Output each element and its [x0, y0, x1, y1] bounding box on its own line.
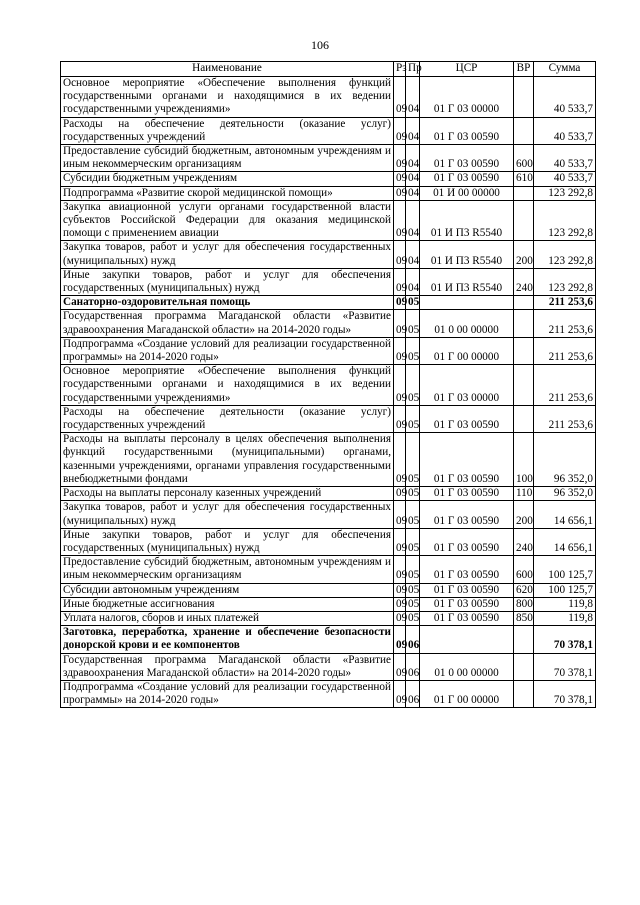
row-vr-cell: 850 [514, 611, 534, 625]
row-name-cell: Подпрограмма «Развитие скорой медицинской помощи» [61, 186, 394, 200]
row-pr-cell: 05 [406, 365, 420, 406]
row-name-cell: Государственная программа Магаданской области «Развитие здравоохранения Магаданской области» на 2014-2020 годы» [61, 310, 394, 337]
row-csr-cell: 01 Г 03 00590 [420, 597, 514, 611]
row-pr-cell: 06 [406, 680, 420, 707]
row-sum-cell: 123 292,8 [534, 268, 596, 295]
row-sum-cell: 211 253,6 [534, 296, 596, 310]
table-row [61, 680, 596, 707]
row-pr-cell: 05 [406, 337, 420, 364]
row-vr-cell: 240 [514, 528, 534, 555]
row-vr-cell: 610 [514, 172, 534, 186]
row-pr-cell: 05 [406, 433, 420, 487]
row-sum-cell: 123 292,8 [534, 200, 596, 241]
header-sum: Сумма [534, 62, 596, 77]
row-name-cell: Субсидии бюджетным учреждениям [61, 172, 394, 186]
row-vr-cell [514, 77, 534, 118]
row-vr-cell [514, 310, 534, 337]
row-csr-cell [420, 626, 514, 653]
row-pr-cell: 04 [406, 186, 420, 200]
row-sum-cell: 40 533,7 [534, 117, 596, 144]
row-vr-cell [514, 365, 534, 406]
table-row [61, 337, 596, 364]
row-sum-cell: 40 533,7 [534, 77, 596, 118]
row-sum-cell: 123 292,8 [534, 241, 596, 268]
header-name: Наименование [61, 62, 394, 77]
row-vr-cell [514, 296, 534, 310]
table-body [61, 77, 596, 708]
row-sum-cell: 14 656,1 [534, 528, 596, 555]
row-vr-cell: 200 [514, 501, 534, 528]
row-csr-cell: 01 Г 03 00590 [420, 487, 514, 501]
row-rz-cell: 09 [394, 556, 406, 583]
row-csr-cell: 01 И П3 R5540 [420, 268, 514, 295]
table-row [61, 626, 596, 653]
table-row [61, 433, 596, 487]
table-row [61, 296, 596, 310]
row-name-cell: Предоставление субсидий бюджетным, автономным учреждениям и иным некоммерческим организациям [61, 556, 394, 583]
row-rz-cell: 09 [394, 117, 406, 144]
row-pr-cell: 05 [406, 583, 420, 597]
row-pr-cell: 05 [406, 611, 420, 625]
table-row [61, 200, 596, 241]
row-pr-cell: 04 [406, 145, 420, 172]
row-rz-cell: 09 [394, 145, 406, 172]
row-sum-cell: 40 533,7 [534, 172, 596, 186]
row-sum-cell: 40 533,7 [534, 145, 596, 172]
row-sum-cell: 70 378,1 [534, 653, 596, 680]
row-name-cell: Расходы на обеспечение деятельности (оказание услуг) государственных учреждений [61, 405, 394, 432]
row-csr-cell: 01 Г 03 00590 [420, 501, 514, 528]
row-rz-cell: 09 [394, 653, 406, 680]
row-vr-cell: 600 [514, 556, 534, 583]
row-name-cell: Расходы на обеспечение деятельности (оказание услуг) государственных учреждений [61, 117, 394, 144]
row-name-cell: Иные бюджетные ассигнования [61, 597, 394, 611]
row-csr-cell: 01 0 00 00000 [420, 653, 514, 680]
row-name-cell: Предоставление субсидий бюджетным, автономным учреждениям и иным некоммерческим организациям [61, 145, 394, 172]
row-vr-cell [514, 680, 534, 707]
row-rz-cell: 09 [394, 611, 406, 625]
table-row [61, 501, 596, 528]
row-sum-cell: 14 656,1 [534, 501, 596, 528]
row-name-cell: Иные закупки товаров, работ и услуг для обеспечения государственных (муниципальных) нужд [61, 528, 394, 555]
table-row [61, 611, 596, 625]
header-vr: ВР [514, 62, 534, 77]
row-sum-cell: 70 378,1 [534, 626, 596, 653]
row-rz-cell: 09 [394, 597, 406, 611]
row-csr-cell: 01 Г 03 00590 [420, 172, 514, 186]
table-header-row [61, 62, 596, 77]
row-pr-cell: 05 [406, 501, 420, 528]
row-sum-cell: 70 378,1 [534, 680, 596, 707]
row-vr-cell: 600 [514, 145, 534, 172]
row-name-cell: Подпрограмма «Создание условий для реализации государственной программы» на 2014-2020 годы» [61, 680, 394, 707]
row-name-cell: Государственная программа Магаданской области «Развитие здравоохранения Магаданской области» на 2014-2020 годы» [61, 653, 394, 680]
row-vr-cell [514, 200, 534, 241]
row-csr-cell: 01 Г 03 00590 [420, 611, 514, 625]
row-vr-cell: 200 [514, 241, 534, 268]
row-name-cell: Основное мероприятие «Обеспечение выполнения функций государственными органами и находящимися в их ведении государственными учреждениями» [61, 365, 394, 406]
row-csr-cell: 01 Г 03 00590 [420, 528, 514, 555]
row-pr-cell: 05 [406, 528, 420, 555]
row-vr-cell: 800 [514, 597, 534, 611]
table-row [61, 556, 596, 583]
row-rz-cell: 09 [394, 433, 406, 487]
row-rz-cell: 09 [394, 296, 406, 310]
row-pr-cell: 05 [406, 597, 420, 611]
row-csr-cell [420, 296, 514, 310]
row-csr-cell: 01 Г 03 00590 [420, 583, 514, 597]
table-row [61, 405, 596, 432]
table-row [61, 597, 596, 611]
row-rz-cell: 09 [394, 583, 406, 597]
row-sum-cell: 123 292,8 [534, 186, 596, 200]
row-name-cell: Подпрограмма «Создание условий для реализации государственной программы» на 2014-2020 годы» [61, 337, 394, 364]
row-vr-cell: 100 [514, 433, 534, 487]
table-row [61, 310, 596, 337]
row-csr-cell: 01 0 00 00000 [420, 310, 514, 337]
row-sum-cell: 100 125,7 [534, 556, 596, 583]
row-csr-cell: 01 Г 00 00000 [420, 337, 514, 364]
row-name-cell: Закупка товаров, работ и услуг для обеспечения государственных (муниципальных) нужд [61, 501, 394, 528]
row-sum-cell: 119,8 [534, 597, 596, 611]
row-pr-cell: 05 [406, 296, 420, 310]
row-vr-cell [514, 626, 534, 653]
row-rz-cell: 09 [394, 310, 406, 337]
row-name-cell: Закупка авиационной услуги органами государственной власти субъектов Российской Федерации для оказания медицинской помощи с применением авиации [61, 200, 394, 241]
row-name-cell: Основное мероприятие «Обеспечение выполнения функций государственными органами и находящимися в их ведении государственными учреждениями» [61, 77, 394, 118]
row-csr-cell: 01 И П3 R5540 [420, 200, 514, 241]
row-rz-cell: 09 [394, 501, 406, 528]
row-rz-cell: 09 [394, 241, 406, 268]
header-csr: ЦСР [420, 62, 514, 77]
row-pr-cell: 04 [406, 200, 420, 241]
table-row [61, 145, 596, 172]
row-csr-cell: 01 Г 03 00590 [420, 433, 514, 487]
row-rz-cell: 09 [394, 487, 406, 501]
header-rz: Рз [394, 62, 406, 77]
table-row [61, 117, 596, 144]
row-name-cell: Закупка товаров, работ и услуг для обеспечения государственных (муниципальных) нужд [61, 241, 394, 268]
row-rz-cell: 09 [394, 528, 406, 555]
header-pr: Пр [406, 62, 420, 77]
row-pr-cell: 04 [406, 268, 420, 295]
table-row [61, 241, 596, 268]
table-row [61, 528, 596, 555]
row-vr-cell [514, 186, 534, 200]
row-vr-cell [514, 653, 534, 680]
row-rz-cell: 09 [394, 268, 406, 295]
row-sum-cell: 96 352,0 [534, 433, 596, 487]
row-sum-cell: 100 125,7 [534, 583, 596, 597]
table-row [61, 268, 596, 295]
table-row [61, 77, 596, 118]
row-rz-cell: 09 [394, 172, 406, 186]
row-csr-cell: 01 Г 03 00590 [420, 117, 514, 144]
row-rz-cell: 09 [394, 365, 406, 406]
row-vr-cell [514, 337, 534, 364]
table-row [61, 583, 596, 597]
row-vr-cell: 240 [514, 268, 534, 295]
row-rz-cell: 09 [394, 77, 406, 118]
row-vr-cell: 620 [514, 583, 534, 597]
row-rz-cell: 09 [394, 186, 406, 200]
row-rz-cell: 09 [394, 405, 406, 432]
row-csr-cell: 01 Г 03 00000 [420, 77, 514, 118]
table-row [61, 365, 596, 406]
row-pr-cell: 05 [406, 487, 420, 501]
row-pr-cell: 05 [406, 556, 420, 583]
row-name-cell: Санаторно-оздоровительная помощь [61, 296, 394, 310]
row-name-cell: Расходы на выплаты персоналу в целях обеспечения выполнения функций государственными (муниципальными) органами, казенными учреждениями, органами управления государственными внебюджетными фондами [61, 433, 394, 487]
row-csr-cell: 01 Г 03 00590 [420, 556, 514, 583]
row-vr-cell [514, 117, 534, 144]
row-name-cell: Иные закупки товаров, работ и услуг для обеспечения государственных (муниципальных) нужд [61, 268, 394, 295]
row-rz-cell: 09 [394, 680, 406, 707]
table-row [61, 653, 596, 680]
row-pr-cell: 04 [406, 77, 420, 118]
row-name-cell: Заготовка, переработка, хранение и обеспечение безопасности донорской крови и ее компонентов [61, 626, 394, 653]
row-pr-cell: 05 [406, 405, 420, 432]
row-sum-cell: 211 253,6 [534, 365, 596, 406]
row-sum-cell: 211 253,6 [534, 310, 596, 337]
row-sum-cell: 211 253,6 [534, 337, 596, 364]
row-name-cell: Расходы на выплаты персоналу казенных учреждений [61, 487, 394, 501]
row-name-cell: Уплата налогов, сборов и иных платежей [61, 611, 394, 625]
row-csr-cell: 01 И 00 00000 [420, 186, 514, 200]
row-csr-cell: 01 Г 03 00590 [420, 145, 514, 172]
row-pr-cell: 04 [406, 172, 420, 186]
row-sum-cell: 119,8 [534, 611, 596, 625]
row-csr-cell: 01 Г 03 00590 [420, 405, 514, 432]
row-name-cell: Субсидии автономным учреждениям [61, 583, 394, 597]
row-rz-cell: 09 [394, 337, 406, 364]
row-csr-cell: 01 И П3 R5540 [420, 241, 514, 268]
row-pr-cell: 04 [406, 117, 420, 144]
row-sum-cell: 96 352,0 [534, 487, 596, 501]
row-rz-cell: 09 [394, 626, 406, 653]
row-pr-cell: 06 [406, 653, 420, 680]
page-number: 106 [311, 38, 329, 52]
row-vr-cell: 110 [514, 487, 534, 501]
row-pr-cell: 05 [406, 310, 420, 337]
table-row [61, 487, 596, 501]
table-row [61, 186, 596, 200]
row-sum-cell: 211 253,6 [534, 405, 596, 432]
row-vr-cell [514, 405, 534, 432]
row-rz-cell: 09 [394, 200, 406, 241]
row-pr-cell: 04 [406, 241, 420, 268]
row-csr-cell: 01 Г 03 00000 [420, 365, 514, 406]
table-row [61, 172, 596, 186]
row-pr-cell: 06 [406, 626, 420, 653]
row-csr-cell: 01 Г 00 00000 [420, 680, 514, 707]
budget-table [60, 61, 596, 708]
